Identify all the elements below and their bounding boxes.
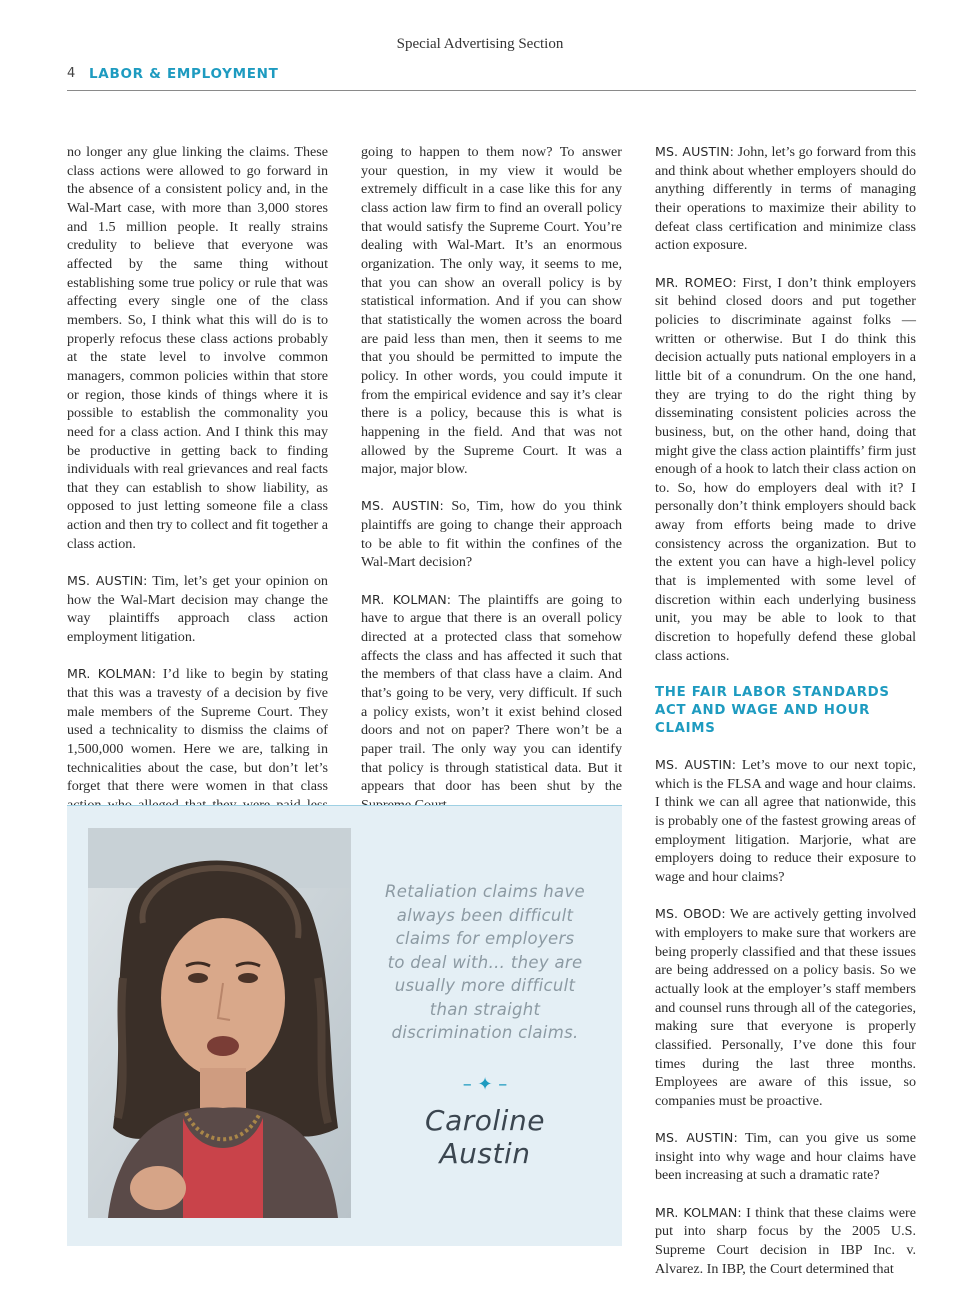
paragraph xyxy=(655,1204,916,1279)
paragraph-text: I think that these claims were put into sharp focus by the 2005 U.S. Supreme Court decision in IBP Inc. v. Alvarez. In IBP, the Court determined that xyxy=(655,1204,917,1277)
paragraph xyxy=(655,274,916,666)
paragraph xyxy=(655,756,916,887)
paragraph-text: I’d like to begin by stating that this was a travesty of a decision by five male members of the Supreme Court. They used a technicality to dismiss the claims of 1,500,000 women. Here we are, talking in technicalities about the case, but don’t let’s forget that there were women in that class xyxy=(67,666,328,795)
paragraph-text: First, I don’t think employers sit behind closed doors and put together policies to discriminate against folks — written or otherwise. But I do think this decision actually puts national employers in a little bit of a conundrum. On the one hand, they are trying to do the right thing by disseminating consistent policies across the business, but, on the other hand, doing that might give the class action plaintiffs’ firm just enough of a hook to latch their class action on to. So, how do employers deal with it? I personally don’t think employers should back away from efforts being made to drive consistency across the organization. But to the extent you can have a high-level policy that is implemented with some level of discretion within each underlying business unit, you may be able to look to that discretion to hopefully defend these global class actions. xyxy=(655,274,916,664)
section-subheading: THE FAIR LABOR STANDARDS ACT AND WAGE AND HOUR CLAIMS xyxy=(655,685,890,737)
speaker-label: MR. KOLMAN: xyxy=(361,591,452,607)
quote-ornament: – ✦ – xyxy=(462,1074,508,1095)
paragraph-text: Tim, can you give us some insight into why wage and hour claims have been increasing at such a dramatic rate? xyxy=(655,1130,916,1184)
paragraph-text: going to happen to them now? To answer your question, in my view it would be extremely difficult in a case like this for any class action law firm to find an overall policy that would satisfy the Supreme Court. You’re dealing with Wal-Mart. It’s an enormous organization. The only way, it seems to me, that you can show an overall policy is by statistical information. And if you can show that statistically the women across the board are paid less than men, then it seems to me that you should be permitted to impute the policy. In other words, you could impute it from the empirical evidence and say it’s clear there is a policy, because this is what is happening in the field. And that was not allowed by the Supreme Court. It was a major, major blow. xyxy=(361,144,622,478)
paragraph-text: We are actively getting involved with employers to make sure that workers are being properly classified and that these issues are being addressed on a policy basis. So we actually look at the employer’s staff members and counsel runs through all of the categories, making sure that everyone is properly classified. Personally, I’ve done this four times during the last three months. Employees are aware of this issue, so companies must be proactive. xyxy=(655,906,916,1109)
quote-attribution-name: Caroline Austin xyxy=(425,1104,545,1170)
pull-quote-text: Retaliation claims have always been difficult claims for employers to deal with… they are usually more difficult than straight discrimination claims. xyxy=(385,882,585,1042)
section-header-bar xyxy=(67,66,916,91)
speaker-label: MS. AUSTIN: xyxy=(67,573,148,589)
paragraph-text: Let’s move to our next topic, which is the FLSA and wage and hour claims. I think we can all agree that nationwide, this is probably one of the fastest growing areas of employment litigation. Marjorie, what are employers doing to reduce their exposure to wage and hour claims? xyxy=(655,757,916,885)
page-number: 4 xyxy=(67,66,76,81)
section-label: LABOR & EMPLOYMENT xyxy=(89,66,279,82)
speaker-label: MR. ROMEO: xyxy=(655,274,737,290)
text-column-1 xyxy=(67,143,328,852)
paragraph-text: Tim, let’s get your opinion on how the Wal-Mart decision may change the way plaintiffs approach class action employment litigation. xyxy=(67,573,328,646)
paragraph xyxy=(361,143,622,479)
paragraph xyxy=(655,905,916,1110)
speaker-label: MR. KOLMAN: xyxy=(655,1204,742,1220)
paragraph-text: So, Tim, how do you think plaintiffs are going to change their approach to be able to fit within the confines of the Wal-Mart decision? xyxy=(361,498,622,571)
paragraph xyxy=(67,572,328,647)
portrait-illustration xyxy=(88,828,351,1218)
text-column-2 xyxy=(361,143,622,833)
paragraph-text: John, let’s go forward from this and think about whether employers should do anything differently in terms of managing their operations to maximize their ability to defeat class certification and minimize class action exposure. xyxy=(655,144,916,254)
paragraph xyxy=(655,143,916,255)
speaker-photo xyxy=(88,828,351,1218)
speaker-label: MS. AUSTIN: xyxy=(361,498,444,514)
paragraph xyxy=(67,143,328,553)
paragraph-text: no longer any glue linking the claims. These class actions were allowed to go forward in the absence of a consistent policy and, in the Wal-Mart case, with more than 3,000 stores and 1.5 million people. It really strains credulity to believe that everyone was affected by the same thing without establishing some true policy or rule that was affecting every single one of the class members. So, I think what this will do is to properly refocus these class actions probably at the state level to involve common managers, common policies within that store or region, those kinds of things where it is possible to establish the commonality you need for a class action. And I think this may be productive in getting back to finding individuals with real grievances and real facts that they can establish to show liability, as opposed to just letting someone file a class action and then try to collect and fit together a class action. xyxy=(67,144,328,552)
speaker-label: MS. AUSTIN: xyxy=(655,144,734,159)
text-column-3 xyxy=(655,143,916,1297)
pull-quote-box xyxy=(67,805,622,1246)
speaker-label: MS. OBOD: xyxy=(655,906,726,922)
paragraph xyxy=(655,1129,916,1185)
paragraph xyxy=(361,591,622,815)
paragraph-text: The plaintiffs are going to have to argue that there is an overall policy directed at a protected class that somehow affects the class and has affected it such that the members of that class have a claim. And that’s going to be very, very difficult. If such a policy exists, won’t it exist behind closed doors and not on paper? There won’t be a paper trail. The only way you can identify that policy is through statistical data. But it appears that door has been shut by the xyxy=(361,591,622,795)
paragraph xyxy=(361,497,622,572)
speaker-label: MS. AUSTIN: xyxy=(655,1130,738,1146)
page-header-title: Special Advertising Section xyxy=(396,36,564,52)
speaker-label: MS. AUSTIN: xyxy=(655,757,737,773)
speaker-label: MR. KOLMAN: xyxy=(67,666,157,682)
